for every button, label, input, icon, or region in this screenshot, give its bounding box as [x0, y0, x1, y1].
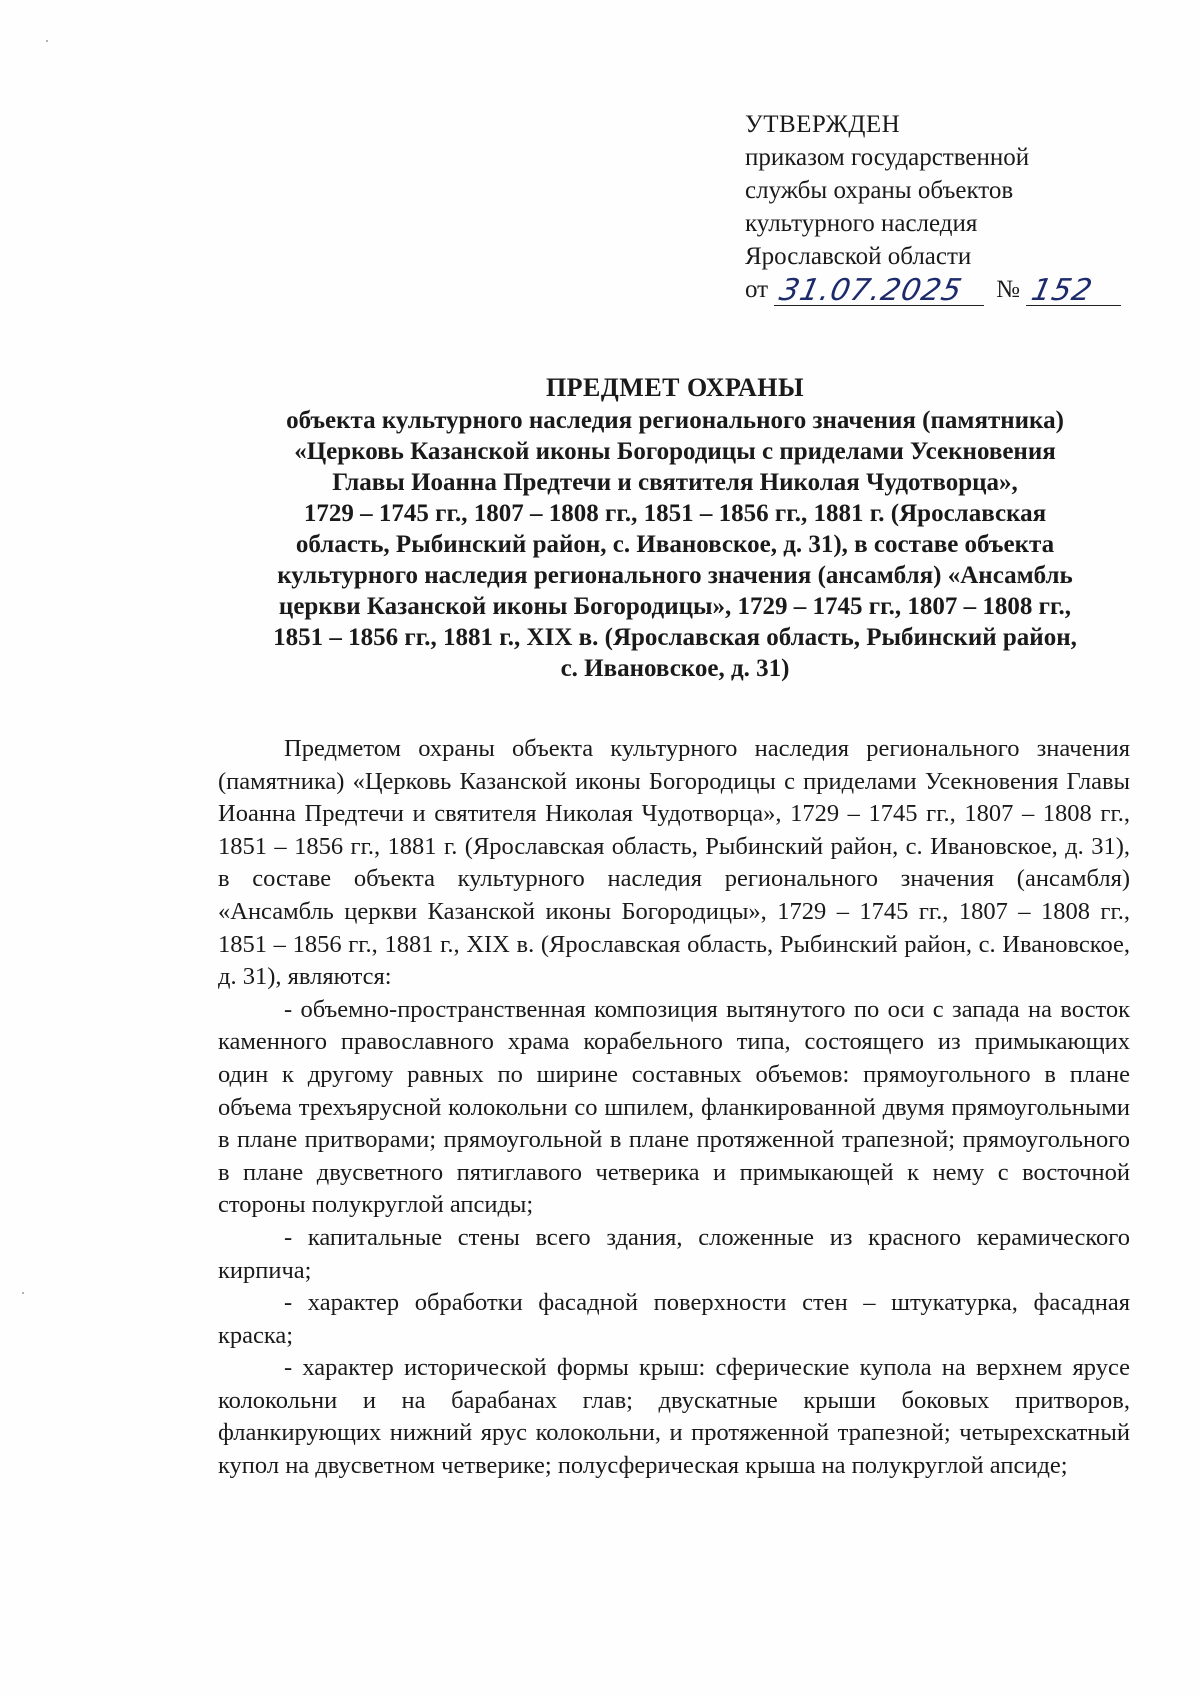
approval-block [745, 108, 1145, 306]
document-title: ПРЕДМЕТ ОХРАНЫ [545, 373, 805, 402]
title-line: Главы Иоанна Предтечи и святителя Николая Чудотворца», [332, 469, 1018, 496]
title-line: «Церковь Казанской иконы Богородицы с приделами Усекновения [294, 438, 1056, 465]
title-line: 1851 – 1856 гг., 1881 г., XIX в. (Ярославская область, Рыбинский район, [273, 624, 1077, 651]
date-field [774, 275, 984, 306]
scan-speck [46, 40, 48, 42]
title-line: с. Ивановское, д. 31) [560, 655, 790, 682]
intro-paragraph: Предметом охраны объекта культурного наследия регионального значения (памятника) «Церковь Казанской иконы Богородицы с приделами Усекновения Главы Иоанна Предтечи и святителя Николая Чудотворца», 1729 – 1745 гг., 1807 – 1808 гг., 1851 – 1856 гг., 1881 г. (Ярославская область, Рыбинский район, с. Ивановское, д. 31), в составе объекта культурного наследия регионального значения (ансамбля) «Ансамбль церкви Казанской иконы Богородицы», 1729 – 1745 гг., 1807 – 1808 гг., 1851 – 1856 гг., 1881 г., XIX в. (Ярославская область, Рыбинский район, с. Ивановское, д. 31), являются: [218, 735, 1130, 991]
approval-line: приказом государственной [745, 144, 1030, 171]
title-line: культурного наследия регионального значения (ансамбля) «Ансамбль [277, 562, 1073, 589]
approval-line: службы охраны объектов [745, 177, 1014, 204]
protection-item: - объемно-пространственная композиция вытянутого по оси с запада на восток каменного православного храма корабельного типа, состоящего из примыкающих один к другому равных по ширине составных объемов: прямоугольного в плане объема трехъярусной колокольни со шпилем, фланкированной двумя прямоугольными в плане притворами; прямоугольной в плане протяженной трапезной; прямоугольного в плане двусветного пятиглавого четверика и примыкающей к нему с восточной стороны полукруглой апсиды; [218, 995, 1130, 1219]
approval-line: культурного наследия [745, 210, 978, 237]
approval-date-row [745, 273, 1145, 306]
document-title-block [225, 372, 1125, 684]
title-line: область, Рыбинский район, с. Ивановское, д. 31), в составе объекта [295, 531, 1055, 558]
date-prefix: от [745, 276, 769, 303]
protection-item: - капитальные стены всего здания, сложенные из красного керамического кирпича; [218, 1223, 1130, 1284]
document-body [218, 733, 1130, 1483]
title-line: объекта культурного наследия регионального значения (памятника) [286, 407, 1064, 434]
protection-item: - характер исторической формы крыш: сферические купола на верхнем ярусе колокольни и на барабанах глав; двускатные крыши боковых притворов, фланкирующих нижний ярус колокольни, и протяженной трапезной; четырехскатный купол на двусветном четверике; полусферическая крыша на полукруглой апсиде; [218, 1354, 1130, 1480]
title-line: церкви Казанской иконы Богородицы», 1729 – 1745 гг., 1807 – 1808 гг., [278, 593, 1072, 620]
approval-line: Ярославской области [745, 243, 972, 270]
protection-item: - характер обработки фасадной поверхности стен – штукатурка, фасадная краска; [218, 1289, 1130, 1349]
handwritten-date: 31.07.2025 [776, 273, 966, 308]
approval-title: УТВЕРЖДЕН [745, 111, 901, 138]
title-line: 1729 – 1745 гг., 1807 – 1808 гг., 1851 – 1856 гг., 1881 г. (Ярославская [303, 500, 1047, 527]
scan-speck [22, 1292, 24, 1294]
number-prefix: № [996, 276, 1020, 303]
number-field [1026, 275, 1121, 306]
handwritten-number: 152 [1028, 273, 1096, 308]
